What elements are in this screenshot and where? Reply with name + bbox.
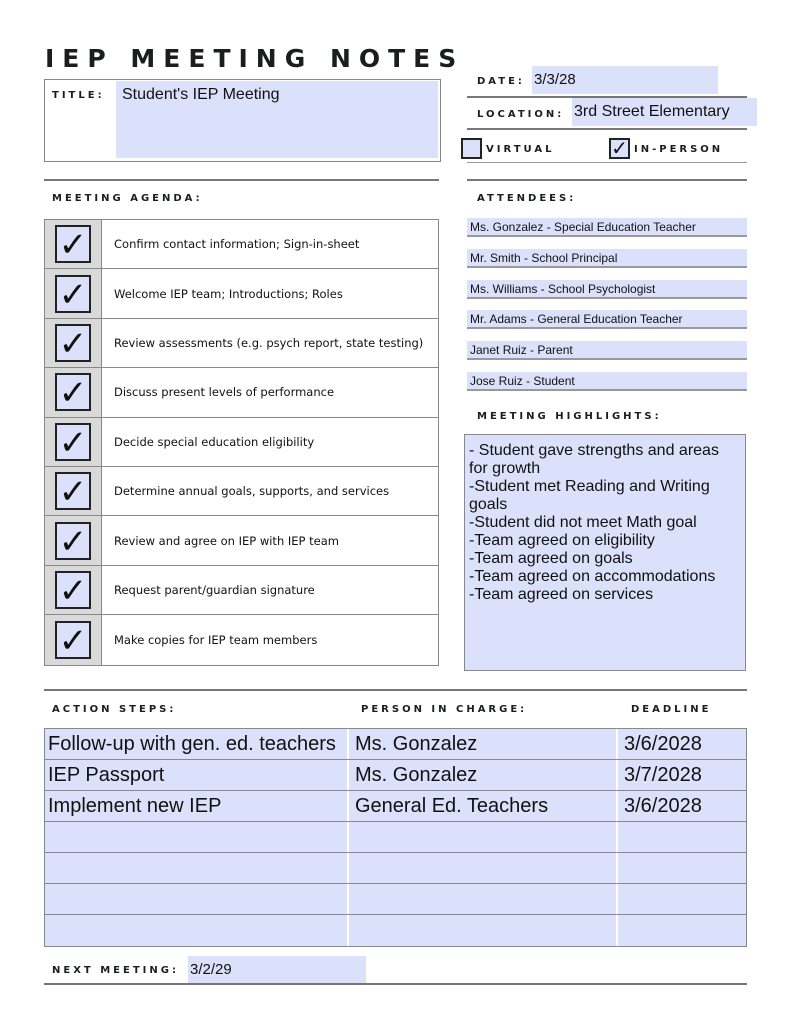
- checkbox-cell: [45, 220, 102, 268]
- agenda-item-text: Confirm contact information; Sign-in-sheet: [114, 237, 360, 252]
- highlight-line: -Team agreed on accommodations: [469, 568, 716, 585]
- attendee-field[interactable]: Ms. Williams - School Psychologist: [467, 280, 747, 299]
- highlight-line: -Team agreed on eligibility: [469, 532, 655, 549]
- agenda-item-text: Make copies for IEP team members: [114, 632, 318, 647]
- in-person-label: IN-PERSON: [634, 144, 724, 155]
- deadline-input[interactable]: [618, 853, 746, 883]
- action-step-row: [45, 760, 746, 791]
- person-input[interactable]: [349, 915, 618, 946]
- date-label: DATE:: [477, 76, 525, 87]
- agenda-item-text: Request parent/guardian signature: [114, 582, 315, 597]
- attendee-field[interactable]: Ms. Gonzalez - Special Education Teacher: [467, 218, 747, 237]
- agenda-checkbox[interactable]: ✓: [55, 275, 91, 313]
- checkbox-cell: [45, 516, 102, 564]
- attendee-field[interactable]: Jose Ruiz - Student: [467, 372, 747, 391]
- agenda-heading: MEETING AGENDA:: [52, 193, 203, 204]
- next-meeting-input[interactable]: 3/2/29: [188, 956, 366, 983]
- action-step-row: [45, 791, 746, 822]
- divider: [467, 162, 747, 163]
- action-step-input[interactable]: [45, 884, 349, 914]
- agenda-checkbox[interactable]: ✓: [55, 621, 91, 659]
- agenda-item-text: Discuss present levels of performance: [114, 385, 335, 400]
- action-steps-table: [44, 728, 747, 947]
- agenda-row: [45, 319, 438, 368]
- attendee-field[interactable]: Janet Ruiz - Parent: [467, 341, 747, 360]
- person-input[interactable]: [349, 853, 618, 883]
- highlight-line: - Student gave strengths and areas for growth: [469, 442, 724, 477]
- deadline-header: DEADLINE: [631, 704, 712, 715]
- deadline-input[interactable]: 3/6/2028: [618, 729, 746, 759]
- checkbox-cell: [45, 467, 102, 515]
- agenda-checkbox[interactable]: ✓: [55, 423, 91, 461]
- action-step-input[interactable]: IEP Passport: [45, 760, 349, 790]
- deadline-input[interactable]: 3/6/2028: [618, 791, 746, 821]
- date-input[interactable]: 3/3/28: [532, 66, 718, 94]
- action-step-input[interactable]: [45, 822, 349, 852]
- agenda-item-text: Welcome IEP team; Introductions; Roles: [114, 286, 343, 301]
- person-input[interactable]: Ms. Gonzalez: [349, 729, 618, 759]
- divider: [44, 689, 747, 691]
- person-input[interactable]: [349, 822, 618, 852]
- highlight-line: -Team agreed on goals: [469, 550, 633, 567]
- agenda-item-text: Review and agree on IEP with IEP team: [114, 533, 339, 548]
- highlight-line: -Student met Reading and Writing goals: [469, 478, 715, 513]
- action-step-input[interactable]: [45, 853, 349, 883]
- title-label: TITLE:: [52, 90, 105, 101]
- location-label: LOCATION:: [477, 109, 565, 120]
- attendee-field[interactable]: Mr. Adams - General Education Teacher: [467, 310, 747, 329]
- location-input[interactable]: 3rd Street Elementary: [572, 98, 757, 126]
- highlight-line: -Team agreed on services: [469, 586, 654, 603]
- agenda-item-text: Determine annual goals, supports, and services: [114, 484, 390, 499]
- deadline-input[interactable]: 3/7/2028: [618, 760, 746, 790]
- agenda-row: [45, 516, 438, 565]
- checkbox-cell: [45, 319, 102, 367]
- checkbox-cell: [45, 418, 102, 466]
- virtual-label: VIRTUAL: [486, 144, 555, 155]
- highlights-heading: MEETING HIGHLIGHTS:: [477, 411, 662, 422]
- agenda-row: [45, 418, 438, 467]
- person-input[interactable]: [349, 884, 618, 914]
- agenda-row: [45, 269, 438, 318]
- title-input[interactable]: Student's IEP Meeting: [116, 81, 438, 158]
- person-in-charge-header: PERSON IN CHARGE:: [361, 704, 528, 715]
- agenda-row: [45, 566, 438, 615]
- attendee-field[interactable]: Mr. Smith - School Principal: [467, 249, 747, 268]
- page-title: IEP MEETING NOTES: [45, 44, 465, 73]
- person-input[interactable]: General Ed. Teachers: [349, 791, 618, 821]
- divider: [44, 179, 439, 181]
- divider: [44, 983, 747, 985]
- checkbox-cell: [45, 269, 102, 317]
- deadline-input[interactable]: [618, 822, 746, 852]
- agenda-checkbox[interactable]: ✓: [55, 522, 91, 560]
- action-step-row: [45, 853, 746, 884]
- action-step-row: [45, 915, 746, 946]
- divider: [467, 128, 747, 130]
- agenda-checkbox[interactable]: ✓: [55, 225, 91, 263]
- action-step-row: [45, 884, 746, 915]
- person-input[interactable]: Ms. Gonzalez: [349, 760, 618, 790]
- action-step-row: [45, 729, 746, 760]
- checkbox-cell: [45, 368, 102, 416]
- action-steps-header: ACTION STEPS:: [52, 704, 177, 715]
- agenda-row: [45, 467, 438, 516]
- agenda-checkbox[interactable]: ✓: [55, 472, 91, 510]
- agenda-item-text: Decide special education eligibility: [114, 434, 315, 449]
- agenda-table: [44, 219, 439, 666]
- in-person-checkbox[interactable]: ✓: [609, 138, 630, 159]
- agenda-checkbox[interactable]: ✓: [55, 324, 91, 362]
- agenda-checkbox[interactable]: ✓: [55, 373, 91, 411]
- deadline-input[interactable]: [618, 915, 746, 946]
- action-step-input[interactable]: Follow-up with gen. ed. teachers: [45, 729, 349, 759]
- agenda-row: [45, 615, 438, 664]
- action-step-input[interactable]: Implement new IEP: [45, 791, 349, 821]
- checkbox-cell: [45, 566, 102, 614]
- divider: [467, 179, 747, 181]
- highlights-textarea[interactable]: [464, 434, 746, 671]
- agenda-item-text: Review assessments (e.g. psych report, state testing): [114, 335, 424, 350]
- next-meeting-label: NEXT MEETING:: [52, 965, 179, 976]
- deadline-input[interactable]: [618, 884, 746, 914]
- agenda-row: [45, 368, 438, 417]
- agenda-row: [45, 220, 438, 269]
- action-step-input[interactable]: [45, 915, 349, 946]
- action-step-row: [45, 822, 746, 853]
- highlight-line: -Student did not meet Math goal: [469, 514, 697, 531]
- virtual-checkbox[interactable]: [461, 138, 482, 159]
- attendees-heading: ATTENDEES:: [477, 193, 577, 204]
- checkbox-cell: [45, 615, 102, 664]
- agenda-checkbox[interactable]: ✓: [55, 571, 91, 609]
